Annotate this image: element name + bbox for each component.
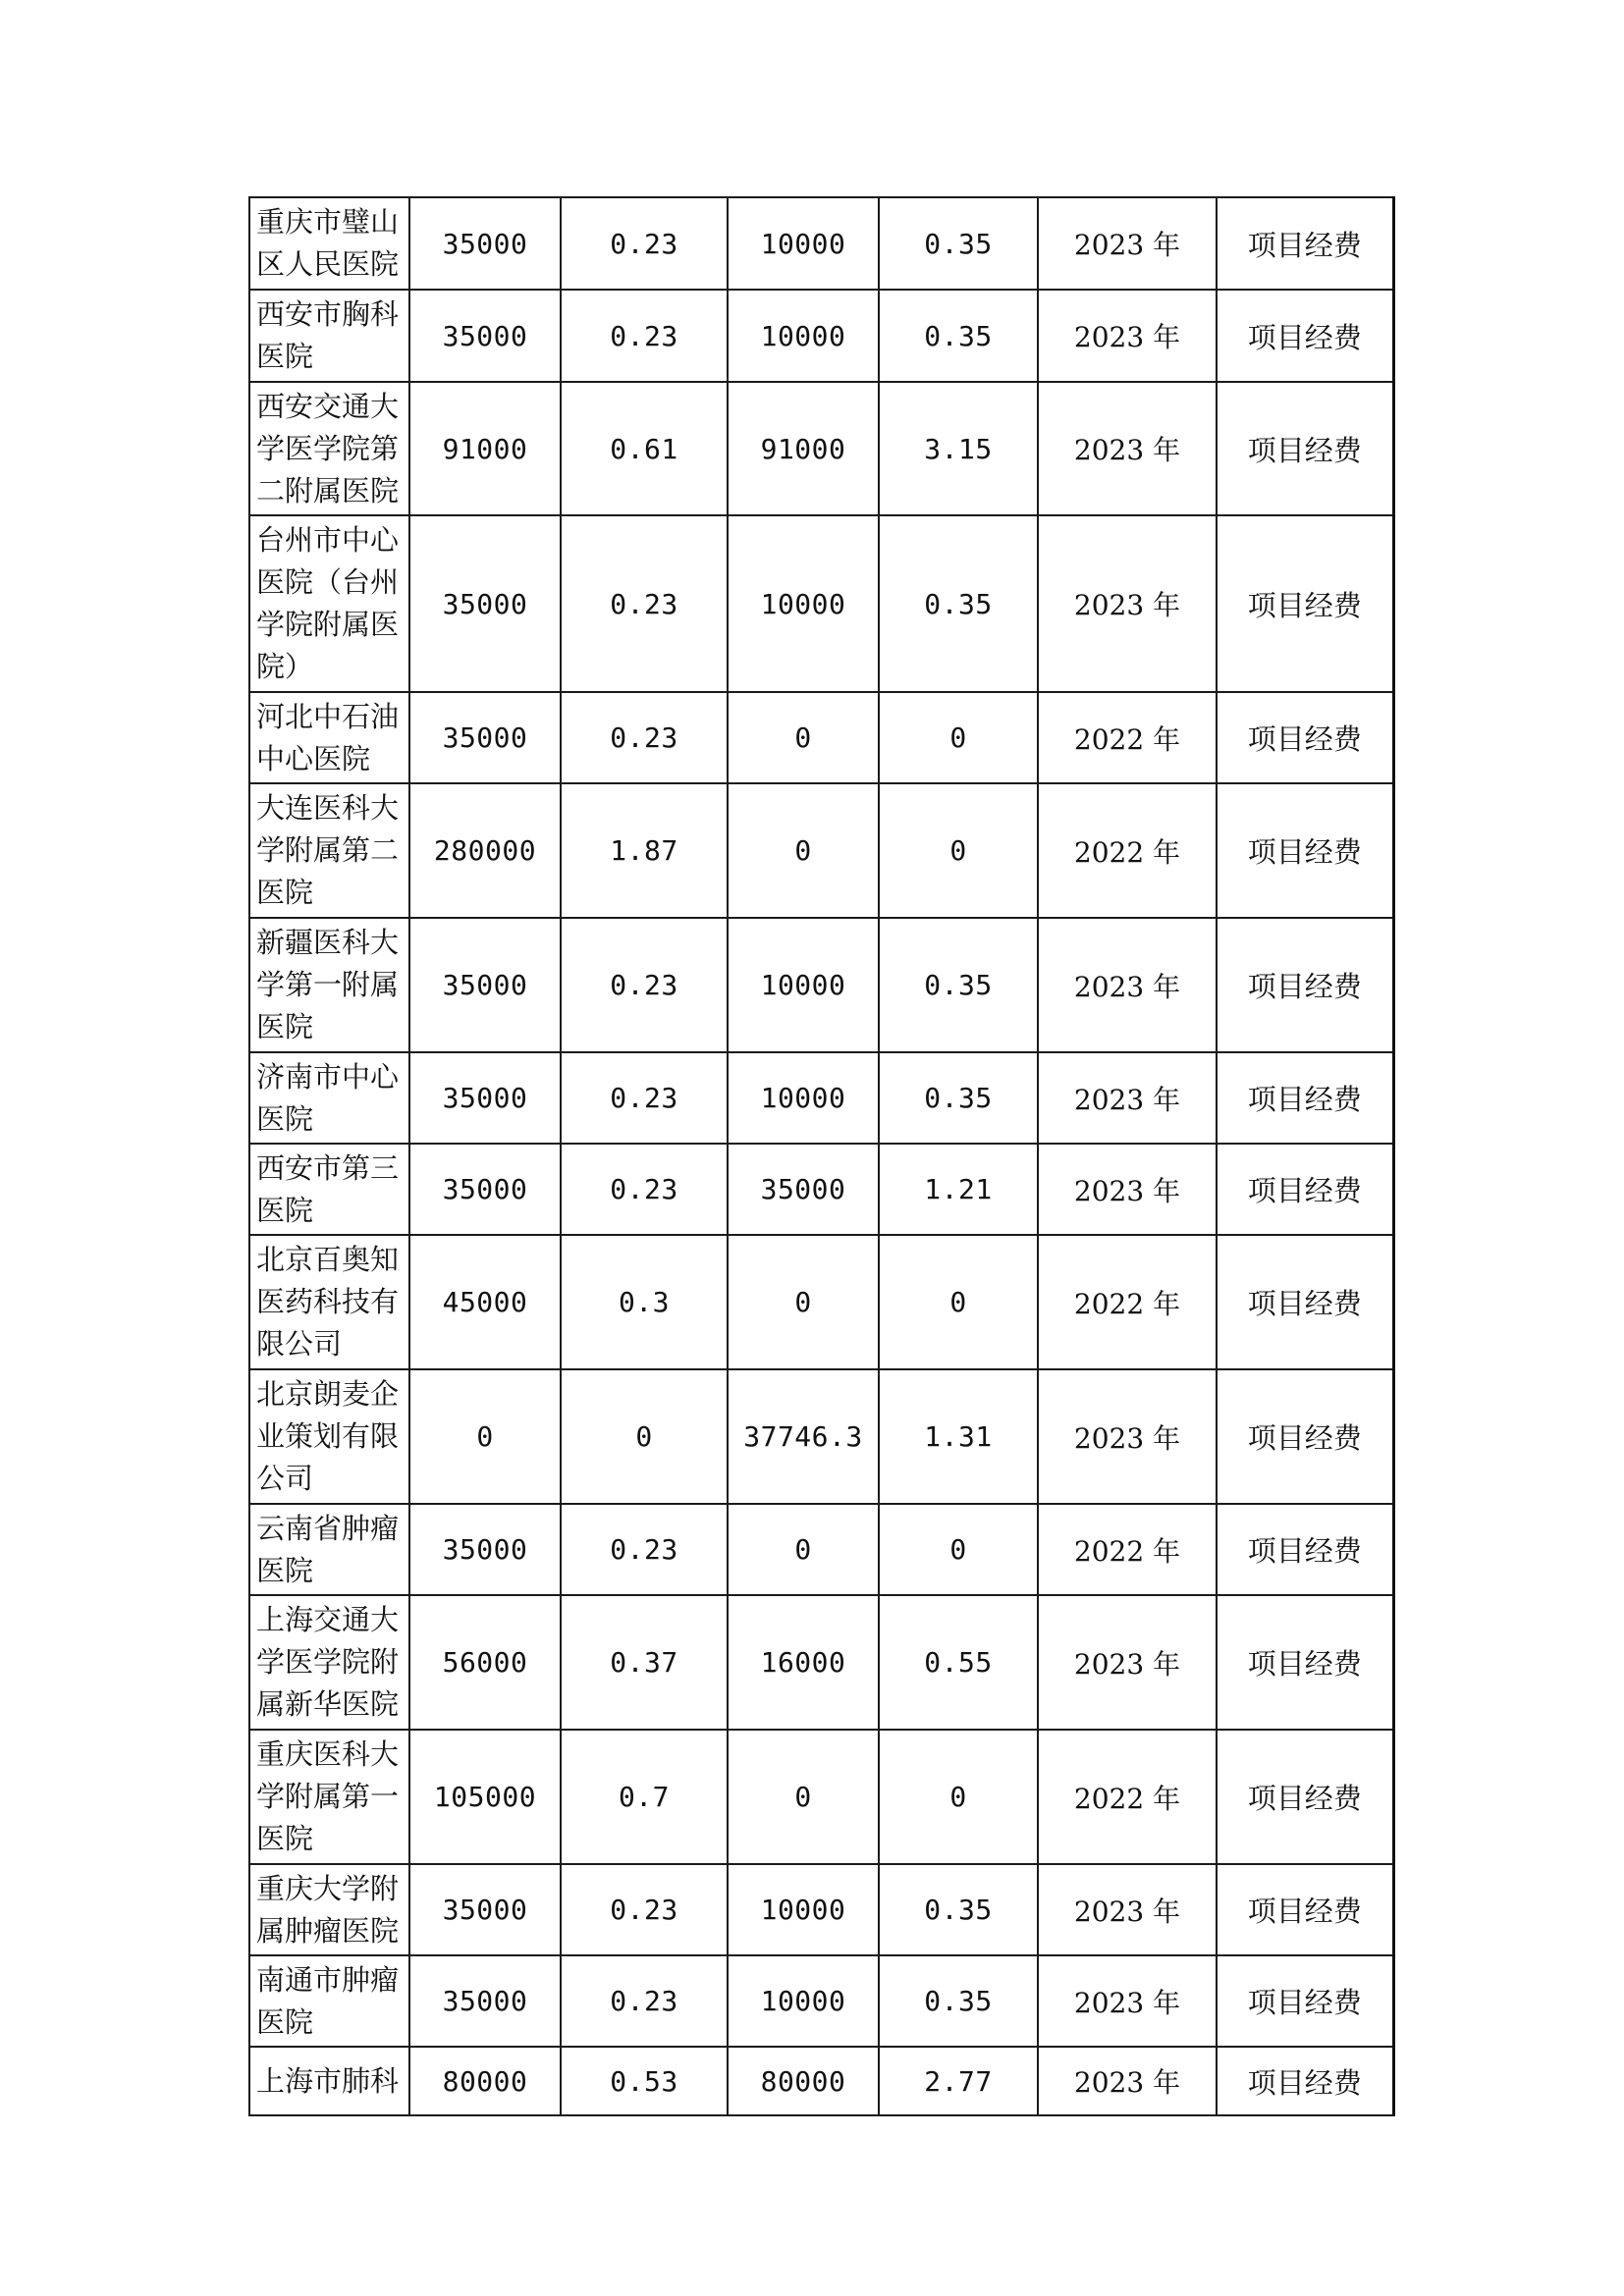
fund-type-cell: 项目经费 xyxy=(1217,692,1393,783)
paid-cell: 10000 xyxy=(728,1864,879,1955)
paid-cell: 0 xyxy=(728,1235,879,1369)
year-cell: 2023 年 xyxy=(1038,1595,1217,1730)
amount-cell: 45000 xyxy=(409,1235,561,1369)
paid-ratio-cell: 0.35 xyxy=(879,918,1038,1052)
ratio-cell: 0.37 xyxy=(561,1595,728,1730)
amount-cell: 105000 xyxy=(409,1730,561,1864)
amount-cell: 35000 xyxy=(409,1864,561,1955)
year-cell: 2023 年 xyxy=(1038,382,1217,515)
institution-cell: 西安交通大学医学院第二附属医院 xyxy=(249,382,409,515)
ratio-cell: 0.23 xyxy=(561,918,728,1052)
fund-type-cell: 项目经费 xyxy=(1217,1504,1393,1595)
amount-cell: 35000 xyxy=(409,290,561,382)
paid-cell: 0 xyxy=(728,1730,879,1864)
table-row xyxy=(249,1369,1393,1504)
fund-type-cell: 项目经费 xyxy=(1217,1730,1393,1864)
year-cell: 2022 年 xyxy=(1038,1504,1217,1595)
fund-type-cell: 项目经费 xyxy=(1217,1369,1393,1504)
institution-cell: 台州市中心医院（台州学院附属医院） xyxy=(249,515,409,692)
paid-ratio-cell: 0.35 xyxy=(879,1052,1038,1144)
table-row xyxy=(249,1504,1393,1595)
paid-ratio-cell: 1.31 xyxy=(879,1369,1038,1504)
fund-type-cell: 项目经费 xyxy=(1217,197,1393,290)
funding-table xyxy=(248,196,1395,2116)
paid-ratio-cell: 0 xyxy=(879,783,1038,918)
fund-type-cell: 项目经费 xyxy=(1217,382,1393,515)
table-row xyxy=(249,515,1393,692)
paid-cell: 10000 xyxy=(728,515,879,692)
institution-cell: 西安市胸科医院 xyxy=(249,290,409,382)
paid-cell: 91000 xyxy=(728,382,879,515)
ratio-cell: 0.23 xyxy=(561,290,728,382)
table-row xyxy=(249,1235,1393,1369)
ratio-cell: 0.23 xyxy=(561,1052,728,1144)
ratio-cell: 0.23 xyxy=(561,1504,728,1595)
year-cell: 2023 年 xyxy=(1038,1144,1217,1235)
amount-cell: 35000 xyxy=(409,918,561,1052)
table-row xyxy=(249,1595,1393,1730)
year-cell: 2023 年 xyxy=(1038,918,1217,1052)
amount-cell: 56000 xyxy=(409,1595,561,1730)
paid-ratio-cell: 0.35 xyxy=(879,290,1038,382)
fund-type-cell: 项目经费 xyxy=(1217,2047,1393,2115)
institution-cell: 北京朗麦企业策划有限公司 xyxy=(249,1369,409,1504)
ratio-cell: 0.23 xyxy=(561,515,728,692)
year-cell: 2023 年 xyxy=(1038,197,1217,290)
paid-cell: 37746.3 xyxy=(728,1369,879,1504)
table-row xyxy=(249,692,1393,783)
paid-ratio-cell: 3.15 xyxy=(879,382,1038,515)
institution-cell: 大连医科大学附属第二医院 xyxy=(249,783,409,918)
amount-cell: 35000 xyxy=(409,1955,561,2047)
paid-cell: 35000 xyxy=(728,1144,879,1235)
year-cell: 2023 年 xyxy=(1038,515,1217,692)
paid-ratio-cell: 1.21 xyxy=(879,1144,1038,1235)
year-cell: 2023 年 xyxy=(1038,2047,1217,2115)
institution-cell: 上海交通大学医学院附属新华医院 xyxy=(249,1595,409,1730)
ratio-cell: 0.7 xyxy=(561,1730,728,1864)
fund-type-cell: 项目经费 xyxy=(1217,1864,1393,1955)
ratio-cell: 0 xyxy=(561,1369,728,1504)
paid-cell: 10000 xyxy=(728,290,879,382)
table-row xyxy=(249,382,1393,515)
paid-cell: 10000 xyxy=(728,197,879,290)
ratio-cell: 0.23 xyxy=(561,1864,728,1955)
amount-cell: 35000 xyxy=(409,1052,561,1144)
fund-type-cell: 项目经费 xyxy=(1217,290,1393,382)
paid-ratio-cell: 2.77 xyxy=(879,2047,1038,2115)
amount-cell: 35000 xyxy=(409,515,561,692)
fund-type-cell: 项目经费 xyxy=(1217,918,1393,1052)
fund-type-cell: 项目经费 xyxy=(1217,783,1393,918)
paid-cell: 10000 xyxy=(728,918,879,1052)
institution-cell: 上海市肺科 xyxy=(249,2047,409,2115)
paid-ratio-cell: 0 xyxy=(879,692,1038,783)
paid-cell: 0 xyxy=(728,1504,879,1595)
amount-cell: 280000 xyxy=(409,783,561,918)
year-cell: 2022 年 xyxy=(1038,783,1217,918)
paid-cell: 0 xyxy=(728,783,879,918)
institution-cell: 济南市中心医院 xyxy=(249,1052,409,1144)
table-row xyxy=(249,197,1393,290)
paid-cell: 10000 xyxy=(728,1052,879,1144)
table-body xyxy=(249,197,1393,2115)
ratio-cell: 0.53 xyxy=(561,2047,728,2115)
amount-cell: 35000 xyxy=(409,692,561,783)
institution-cell: 北京百奥知医药科技有限公司 xyxy=(249,1235,409,1369)
institution-cell: 重庆大学附属肿瘤医院 xyxy=(249,1864,409,1955)
table-row xyxy=(249,2047,1393,2115)
year-cell: 2023 年 xyxy=(1038,1864,1217,1955)
table-row xyxy=(249,1730,1393,1864)
paid-ratio-cell: 0.35 xyxy=(879,1864,1038,1955)
year-cell: 2023 年 xyxy=(1038,1955,1217,2047)
paid-ratio-cell: 0.35 xyxy=(879,1955,1038,2047)
table-row xyxy=(249,783,1393,918)
fund-type-cell: 项目经费 xyxy=(1217,1144,1393,1235)
institution-cell: 云南省肿瘤医院 xyxy=(249,1504,409,1595)
institution-cell: 重庆市璧山区人民医院 xyxy=(249,197,409,290)
table-row xyxy=(249,1864,1393,1955)
ratio-cell: 0.61 xyxy=(561,382,728,515)
year-cell: 2023 年 xyxy=(1038,1369,1217,1504)
institution-cell: 南通市肿瘤医院 xyxy=(249,1955,409,2047)
paid-ratio-cell: 0 xyxy=(879,1504,1038,1595)
amount-cell: 80000 xyxy=(409,2047,561,2115)
year-cell: 2023 年 xyxy=(1038,290,1217,382)
amount-cell: 35000 xyxy=(409,197,561,290)
institution-cell: 河北中石油中心医院 xyxy=(249,692,409,783)
ratio-cell: 0.3 xyxy=(561,1235,728,1369)
amount-cell: 91000 xyxy=(409,382,561,515)
fund-type-cell: 项目经费 xyxy=(1217,1595,1393,1730)
paid-cell: 0 xyxy=(728,692,879,783)
ratio-cell: 0.23 xyxy=(561,1144,728,1235)
paid-cell: 10000 xyxy=(728,1955,879,2047)
fund-type-cell: 项目经费 xyxy=(1217,515,1393,692)
table-row xyxy=(249,1955,1393,2047)
amount-cell: 0 xyxy=(409,1369,561,1504)
table-row xyxy=(249,918,1393,1052)
paid-ratio-cell: 0 xyxy=(879,1235,1038,1369)
ratio-cell: 0.23 xyxy=(561,197,728,290)
institution-cell: 西安市第三医院 xyxy=(249,1144,409,1235)
year-cell: 2022 年 xyxy=(1038,1730,1217,1864)
fund-type-cell: 项目经费 xyxy=(1217,1955,1393,2047)
paid-ratio-cell: 0 xyxy=(879,1730,1038,1864)
paid-ratio-cell: 0.35 xyxy=(879,197,1038,290)
paid-ratio-cell: 0.35 xyxy=(879,515,1038,692)
fund-type-cell: 项目经费 xyxy=(1217,1235,1393,1369)
ratio-cell: 0.23 xyxy=(561,692,728,783)
amount-cell: 35000 xyxy=(409,1144,561,1235)
table-row xyxy=(249,1144,1393,1235)
amount-cell: 35000 xyxy=(409,1504,561,1595)
table-row xyxy=(249,290,1393,382)
fund-type-cell: 项目经费 xyxy=(1217,1052,1393,1144)
year-cell: 2022 年 xyxy=(1038,692,1217,783)
paid-cell: 16000 xyxy=(728,1595,879,1730)
paid-cell: 80000 xyxy=(728,2047,879,2115)
ratio-cell: 1.87 xyxy=(561,783,728,918)
ratio-cell: 0.23 xyxy=(561,1955,728,2047)
year-cell: 2023 年 xyxy=(1038,1052,1217,1144)
year-cell: 2022 年 xyxy=(1038,1235,1217,1369)
paid-ratio-cell: 0.55 xyxy=(879,1595,1038,1730)
table-row xyxy=(249,1052,1393,1144)
institution-cell: 重庆医科大学附属第一医院 xyxy=(249,1730,409,1864)
institution-cell: 新疆医科大学第一附属医院 xyxy=(249,918,409,1052)
